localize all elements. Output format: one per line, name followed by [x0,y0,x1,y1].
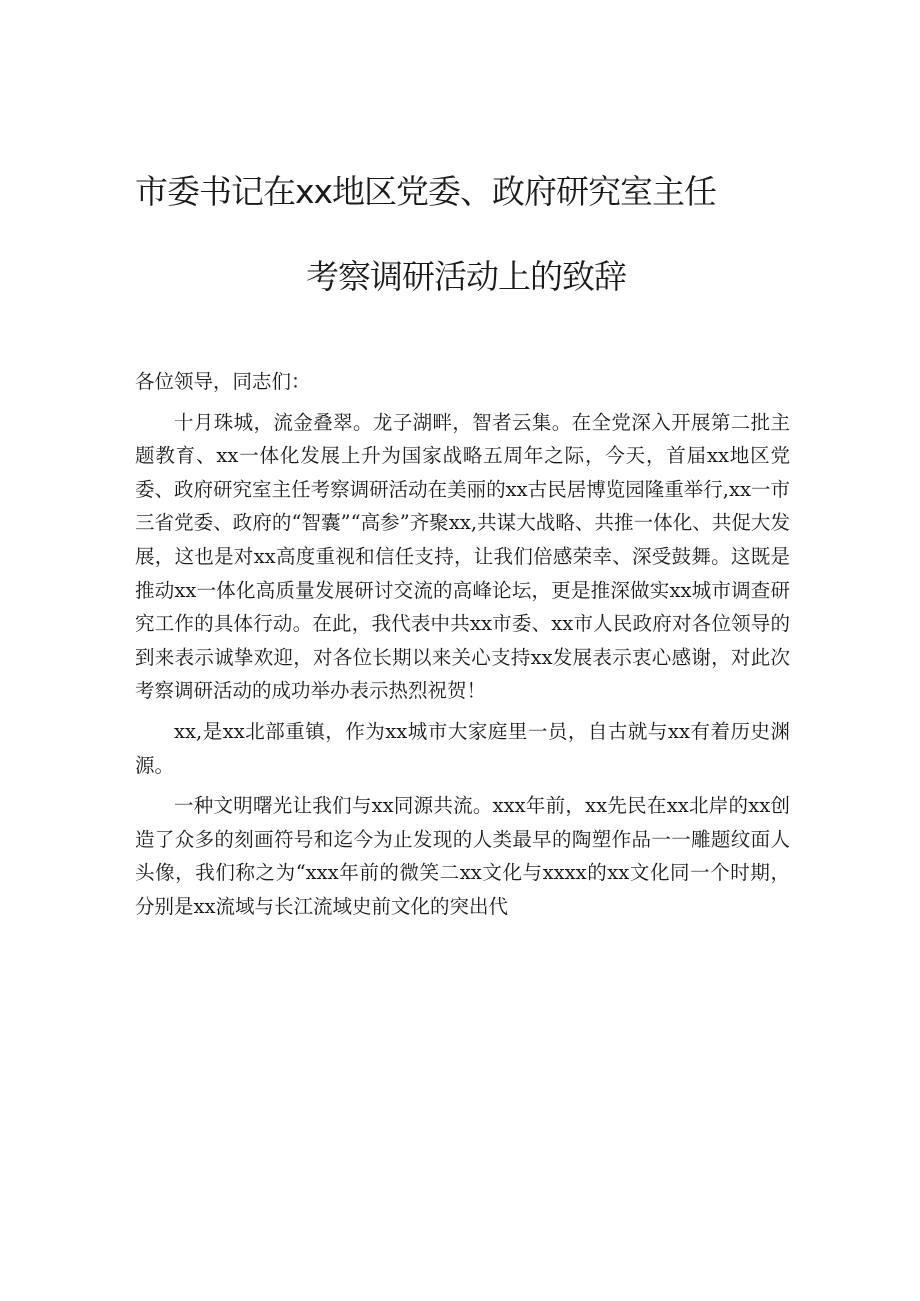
document-title-line-2: 考察调研活动上的致辞 [306,257,626,296]
paragraph-3: 一种文明曙光让我们与xx同源共流。xxx年前，xx先民在xx北岸的xx创造了众多的刻画符号和迄今为止发现的人类最早的陶塑作品一一雕题纹面人头像，我们称之为“xxx年前的微笑二xx文化与xxxx的xx文化同一个时期，分别是xx流域与长江流域史前文化的突出代 [135,794,790,918]
document-body [135,365,790,924]
salutation: 各位领导，同志们： [135,370,311,393]
document-title-line-1: 市委书记在xx地区党委、政府研究室主任 [135,172,717,211]
paragraph-2: xx,是xx北部重镇，作为xx城市大家庭里一员，自古就与xx有着历史渊源。 [135,719,790,777]
paragraph-1: 十月珠城，流金叠翠。龙子湖畔，智者云集。在全党深入开展第二批主题教育、xx一体化发展上升为国家战略五周年之际，今天，首届xx地区党委、政府研究室主任考察调研活动在美丽的xx古民居博览园隆重举行,xx一市三省党委、政府的“智囊”“高参”齐聚xx,共谋大战略、共推一体化、共促大发展，这也是对xx高度重视和信任支持，让我们倍感荣幸、深受鼓舞。这既是推动xx一体化高质量发展研讨交流的高峰论坛，更是推深做实xx城市调查研究工作的具体行动。在此，我代表中共xx市委、xx市人民政府对各位领导的到来表示诚挚欢迎，对各位长期以来关心支持xx发展表示衷心感谢，对此次考察调研活动的成功举办表示热烈祝贺！ [135,410,790,703]
